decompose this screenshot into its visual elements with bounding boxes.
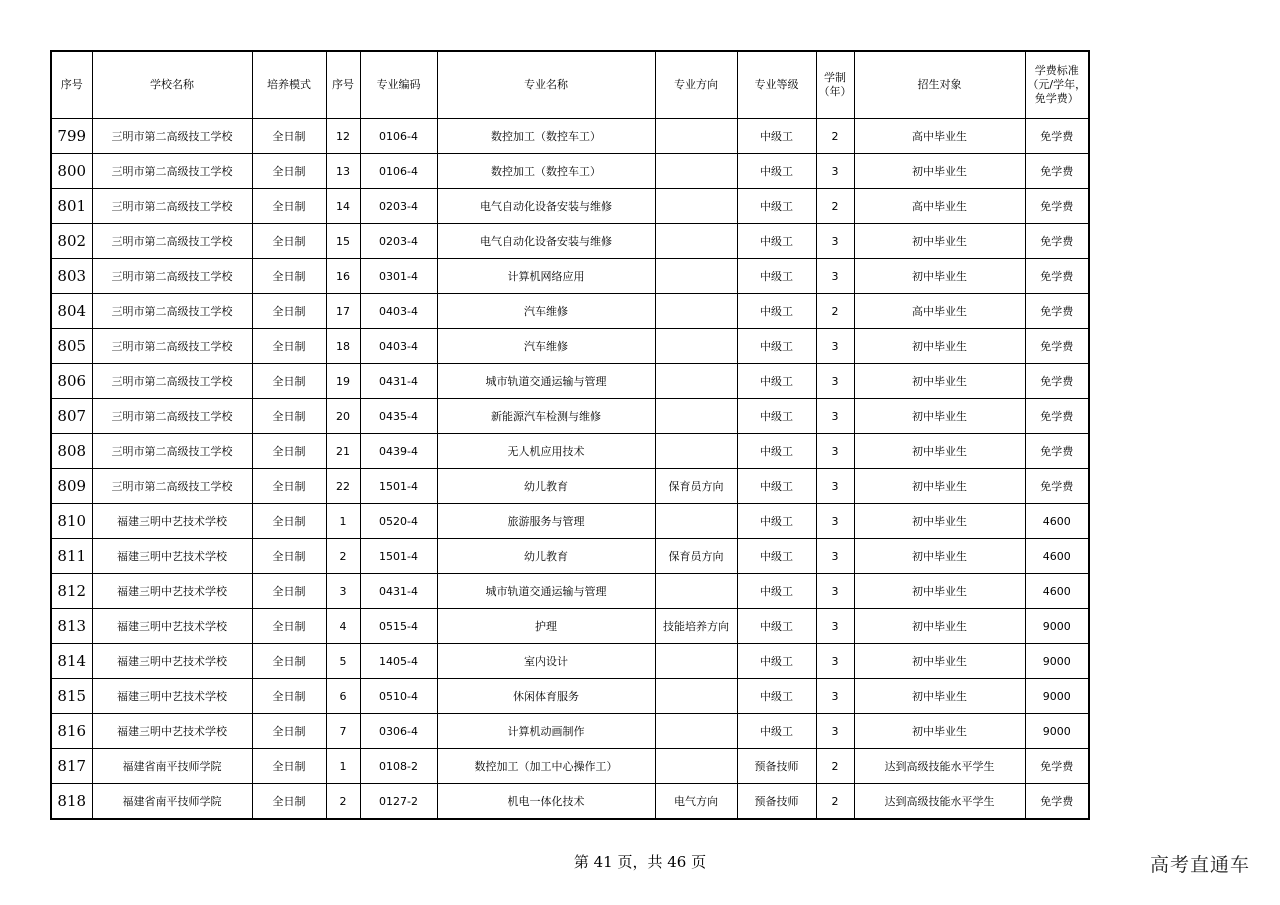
duration-header: 学制（年） xyxy=(816,51,854,119)
tuition-cell: 免学费 xyxy=(1025,294,1089,329)
target-cell: 高中毕业生 xyxy=(854,294,1025,329)
major-level-cell: 中级工 xyxy=(737,399,816,434)
seq-cell: 818 xyxy=(51,784,92,820)
major-level-cell: 中级工 xyxy=(737,539,816,574)
major-level-cell: 中级工 xyxy=(737,329,816,364)
tuition-header: 学费标准（元/学年，免学费） xyxy=(1025,51,1089,119)
major-direction-cell xyxy=(655,294,737,329)
major-direction-cell xyxy=(655,259,737,294)
seq-cell: 814 xyxy=(51,644,92,679)
training-mode-cell: 全日制 xyxy=(252,399,326,434)
sub-seq-cell: 12 xyxy=(326,119,360,154)
training-mode-cell: 全日制 xyxy=(252,644,326,679)
target-cell: 达到高级技能水平学生 xyxy=(854,749,1025,784)
school-name-cell: 三明市第二高级技工学校 xyxy=(92,469,252,504)
duration-cell: 3 xyxy=(816,259,854,294)
major-code-cell: 0106-4 xyxy=(360,119,437,154)
sub-seq-cell: 16 xyxy=(326,259,360,294)
school-name-cell: 福建三明中艺技术学校 xyxy=(92,539,252,574)
major-direction-cell: 电气方向 xyxy=(655,784,737,820)
tuition-cell: 免学费 xyxy=(1025,224,1089,259)
table-row xyxy=(51,504,1089,539)
table-row xyxy=(51,329,1089,364)
duration-cell: 2 xyxy=(816,189,854,224)
target-cell: 初中毕业生 xyxy=(854,714,1025,749)
target-cell: 初中毕业生 xyxy=(854,259,1025,294)
major-direction-cell xyxy=(655,119,737,154)
major-name-cell: 电气自动化设备安装与维修 xyxy=(437,189,655,224)
school-name-cell: 福建三明中艺技术学校 xyxy=(92,574,252,609)
training-mode-cell: 全日制 xyxy=(252,539,326,574)
major-level-cell: 中级工 xyxy=(737,364,816,399)
tuition-cell: 免学费 xyxy=(1025,154,1089,189)
sub-seq-cell: 19 xyxy=(326,364,360,399)
sub-seq-cell: 2 xyxy=(326,784,360,820)
major-name-cell: 数控加工（加工中心操作工） xyxy=(437,749,655,784)
major-direction-cell xyxy=(655,749,737,784)
duration-cell: 3 xyxy=(816,224,854,259)
training-mode-cell: 全日制 xyxy=(252,714,326,749)
enrollment-table xyxy=(50,50,1090,820)
sub-seq-cell: 3 xyxy=(326,574,360,609)
sub-seq-cell: 5 xyxy=(326,644,360,679)
training-mode-cell: 全日制 xyxy=(252,784,326,820)
tuition-cell: 9000 xyxy=(1025,714,1089,749)
tuition-cell: 免学费 xyxy=(1025,784,1089,820)
training-mode-cell: 全日制 xyxy=(252,154,326,189)
sub-seq-cell: 14 xyxy=(326,189,360,224)
duration-cell: 2 xyxy=(816,749,854,784)
tuition-cell: 免学费 xyxy=(1025,364,1089,399)
table-row xyxy=(51,294,1089,329)
major-code-cell: 0127-2 xyxy=(360,784,437,820)
target-cell: 高中毕业生 xyxy=(854,119,1025,154)
major-code-cell: 0106-4 xyxy=(360,154,437,189)
major-direction-cell xyxy=(655,714,737,749)
target-cell: 初中毕业生 xyxy=(854,469,1025,504)
sub-seq-cell: 15 xyxy=(326,224,360,259)
major-level-cell: 中级工 xyxy=(737,294,816,329)
major-code-cell: 0515-4 xyxy=(360,609,437,644)
school-name-cell: 三明市第二高级技工学校 xyxy=(92,119,252,154)
major-code-cell: 0301-4 xyxy=(360,259,437,294)
training-mode-cell: 全日制 xyxy=(252,189,326,224)
school-name-cell: 福建三明中艺技术学校 xyxy=(92,679,252,714)
major-direction-cell xyxy=(655,574,737,609)
seq-cell: 813 xyxy=(51,609,92,644)
seq-cell: 799 xyxy=(51,119,92,154)
major-direction-cell: 保育员方向 xyxy=(655,469,737,504)
tuition-cell: 免学费 xyxy=(1025,119,1089,154)
sub-seq-cell: 13 xyxy=(326,154,360,189)
sub-seq-cell: 6 xyxy=(326,679,360,714)
major-level-cell: 中级工 xyxy=(737,574,816,609)
tuition-cell: 9000 xyxy=(1025,609,1089,644)
duration-cell: 3 xyxy=(816,644,854,679)
major-name-cell: 数控加工（数控车工） xyxy=(437,119,655,154)
tuition-cell: 免学费 xyxy=(1025,749,1089,784)
major-level-header: 专业等级 xyxy=(737,51,816,119)
major-direction-cell xyxy=(655,434,737,469)
major-name-cell: 护理 xyxy=(437,609,655,644)
tuition-cell: 免学费 xyxy=(1025,469,1089,504)
major-name-cell: 机电一体化技术 xyxy=(437,784,655,820)
major-code-cell: 0520-4 xyxy=(360,504,437,539)
table-header xyxy=(51,51,1089,119)
table-row xyxy=(51,119,1089,154)
major-level-cell: 中级工 xyxy=(737,259,816,294)
major-name-header: 专业名称 xyxy=(437,51,655,119)
school-name-cell: 福建三明中艺技术学校 xyxy=(92,644,252,679)
school-name-cell: 三明市第二高级技工学校 xyxy=(92,329,252,364)
sub-seq-cell: 1 xyxy=(326,749,360,784)
table-row xyxy=(51,259,1089,294)
table-row xyxy=(51,714,1089,749)
page-footer: 第 41 页，共 46 页 xyxy=(573,853,707,871)
training-mode-cell: 全日制 xyxy=(252,504,326,539)
major-name-cell: 计算机网络应用 xyxy=(437,259,655,294)
tuition-cell: 免学费 xyxy=(1025,399,1089,434)
training-mode-header: 培养模式 xyxy=(252,51,326,119)
tuition-cell: 免学费 xyxy=(1025,189,1089,224)
major-level-cell: 中级工 xyxy=(737,504,816,539)
school-name-cell: 三明市第二高级技工学校 xyxy=(92,434,252,469)
school-name-cell: 福建省南平技师学院 xyxy=(92,749,252,784)
training-mode-cell: 全日制 xyxy=(252,679,326,714)
major-level-cell: 中级工 xyxy=(737,469,816,504)
table-row xyxy=(51,539,1089,574)
major-level-cell: 中级工 xyxy=(737,434,816,469)
table-row xyxy=(51,609,1089,644)
target-cell: 初中毕业生 xyxy=(854,609,1025,644)
major-name-cell: 计算机动画制作 xyxy=(437,714,655,749)
tuition-cell: 免学费 xyxy=(1025,434,1089,469)
duration-cell: 2 xyxy=(816,294,854,329)
training-mode-cell: 全日制 xyxy=(252,434,326,469)
duration-cell: 3 xyxy=(816,679,854,714)
major-direction-header: 专业方向 xyxy=(655,51,737,119)
major-direction-cell xyxy=(655,224,737,259)
training-mode-cell: 全日制 xyxy=(252,224,326,259)
sub-seq-cell: 7 xyxy=(326,714,360,749)
major-code-cell: 0108-2 xyxy=(360,749,437,784)
target-cell: 初中毕业生 xyxy=(854,504,1025,539)
table-row xyxy=(51,469,1089,504)
duration-cell: 3 xyxy=(816,434,854,469)
major-name-cell: 汽车维修 xyxy=(437,329,655,364)
school-name-cell: 福建三明中艺技术学校 xyxy=(92,714,252,749)
tuition-cell: 免学费 xyxy=(1025,259,1089,294)
major-level-cell: 中级工 xyxy=(737,189,816,224)
major-code-cell: 0403-4 xyxy=(360,294,437,329)
tuition-cell: 4600 xyxy=(1025,574,1089,609)
tuition-cell: 免学费 xyxy=(1025,329,1089,364)
duration-cell: 2 xyxy=(816,784,854,820)
duration-cell: 3 xyxy=(816,329,854,364)
school-name-cell: 三明市第二高级技工学校 xyxy=(92,259,252,294)
seq-cell: 812 xyxy=(51,574,92,609)
sub-seq-cell: 21 xyxy=(326,434,360,469)
table-row xyxy=(51,644,1089,679)
duration-cell: 3 xyxy=(816,539,854,574)
table-row xyxy=(51,364,1089,399)
target-cell: 初中毕业生 xyxy=(854,154,1025,189)
training-mode-cell: 全日制 xyxy=(252,119,326,154)
seq-cell: 801 xyxy=(51,189,92,224)
major-direction-cell: 保育员方向 xyxy=(655,539,737,574)
training-mode-cell: 全日制 xyxy=(252,329,326,364)
major-direction-cell xyxy=(655,679,737,714)
major-name-cell: 幼儿教育 xyxy=(437,539,655,574)
seq-cell: 808 xyxy=(51,434,92,469)
major-code-cell: 0439-4 xyxy=(360,434,437,469)
target-header: 招生对象 xyxy=(854,51,1025,119)
major-level-cell: 中级工 xyxy=(737,609,816,644)
table-row xyxy=(51,784,1089,820)
table-row xyxy=(51,189,1089,224)
duration-cell: 2 xyxy=(816,119,854,154)
major-code-cell: 0435-4 xyxy=(360,399,437,434)
training-mode-cell: 全日制 xyxy=(252,259,326,294)
major-code-cell: 0431-4 xyxy=(360,574,437,609)
major-name-cell: 汽车维修 xyxy=(437,294,655,329)
duration-cell: 3 xyxy=(816,714,854,749)
major-name-cell: 电气自动化设备安装与维修 xyxy=(437,224,655,259)
watermark: 高考直通车 xyxy=(1149,854,1250,876)
seq-cell: 806 xyxy=(51,364,92,399)
table-row xyxy=(51,399,1089,434)
major-name-cell: 新能源汽车检测与维修 xyxy=(437,399,655,434)
table-row xyxy=(51,679,1089,714)
training-mode-cell: 全日制 xyxy=(252,574,326,609)
training-mode-cell: 全日制 xyxy=(252,749,326,784)
seq-cell: 804 xyxy=(51,294,92,329)
tuition-cell: 4600 xyxy=(1025,539,1089,574)
school-name-cell: 三明市第二高级技工学校 xyxy=(92,364,252,399)
table-row xyxy=(51,434,1089,469)
table-row xyxy=(51,224,1089,259)
sub-seq-cell: 2 xyxy=(326,539,360,574)
seq-header: 序号 xyxy=(51,51,92,119)
major-name-cell: 室内设计 xyxy=(437,644,655,679)
major-name-cell: 城市轨道交通运输与管理 xyxy=(437,574,655,609)
target-cell: 初中毕业生 xyxy=(854,329,1025,364)
tuition-cell: 9000 xyxy=(1025,679,1089,714)
major-code-cell: 1501-4 xyxy=(360,469,437,504)
major-direction-cell xyxy=(655,504,737,539)
duration-cell: 3 xyxy=(816,154,854,189)
major-name-cell: 休闲体育服务 xyxy=(437,679,655,714)
major-code-cell: 0431-4 xyxy=(360,364,437,399)
school-name-cell: 福建三明中艺技术学校 xyxy=(92,609,252,644)
school-name-cell: 三明市第二高级技工学校 xyxy=(92,224,252,259)
major-code-cell: 0306-4 xyxy=(360,714,437,749)
seq-cell: 811 xyxy=(51,539,92,574)
major-level-cell: 中级工 xyxy=(737,679,816,714)
major-name-cell: 数控加工（数控车工） xyxy=(437,154,655,189)
major-level-cell: 中级工 xyxy=(737,154,816,189)
major-name-cell: 城市轨道交通运输与管理 xyxy=(437,364,655,399)
school-name-cell: 三明市第二高级技工学校 xyxy=(92,154,252,189)
major-direction-cell xyxy=(655,644,737,679)
sub-seq-cell: 22 xyxy=(326,469,360,504)
duration-cell: 3 xyxy=(816,364,854,399)
target-cell: 高中毕业生 xyxy=(854,189,1025,224)
major-code-cell: 1501-4 xyxy=(360,539,437,574)
table-row xyxy=(51,749,1089,784)
major-level-cell: 预备技师 xyxy=(737,749,816,784)
header-row xyxy=(51,51,1089,119)
sub-seq-cell: 17 xyxy=(326,294,360,329)
duration-cell: 3 xyxy=(816,399,854,434)
sub-seq-header: 序号 xyxy=(326,51,360,119)
table-body xyxy=(51,119,1089,820)
school-name-cell: 福建省南平技师学院 xyxy=(92,784,252,820)
target-cell: 初中毕业生 xyxy=(854,679,1025,714)
target-cell: 初中毕业生 xyxy=(854,574,1025,609)
training-mode-cell: 全日制 xyxy=(252,364,326,399)
target-cell: 初中毕业生 xyxy=(854,364,1025,399)
seq-cell: 817 xyxy=(51,749,92,784)
major-level-cell: 预备技师 xyxy=(737,784,816,820)
tuition-cell: 4600 xyxy=(1025,504,1089,539)
major-code-cell: 0203-4 xyxy=(360,189,437,224)
major-direction-cell: 技能培养方向 xyxy=(655,609,737,644)
major-name-cell: 旅游服务与管理 xyxy=(437,504,655,539)
major-level-cell: 中级工 xyxy=(737,644,816,679)
major-direction-cell xyxy=(655,364,737,399)
major-code-cell: 1405-4 xyxy=(360,644,437,679)
table-row xyxy=(51,154,1089,189)
duration-cell: 3 xyxy=(816,609,854,644)
seq-cell: 815 xyxy=(51,679,92,714)
duration-cell: 3 xyxy=(816,574,854,609)
duration-cell: 3 xyxy=(816,469,854,504)
major-name-cell: 幼儿教育 xyxy=(437,469,655,504)
sub-seq-cell: 18 xyxy=(326,329,360,364)
major-code-cell: 0403-4 xyxy=(360,329,437,364)
target-cell: 初中毕业生 xyxy=(854,539,1025,574)
seq-cell: 809 xyxy=(51,469,92,504)
school-name-cell: 三明市第二高级技工学校 xyxy=(92,399,252,434)
major-code-header: 专业编码 xyxy=(360,51,437,119)
target-cell: 初中毕业生 xyxy=(854,644,1025,679)
major-direction-cell xyxy=(655,399,737,434)
major-direction-cell xyxy=(655,329,737,364)
major-code-cell: 0203-4 xyxy=(360,224,437,259)
sub-seq-cell: 20 xyxy=(326,399,360,434)
target-cell: 初中毕业生 xyxy=(854,224,1025,259)
major-level-cell: 中级工 xyxy=(737,119,816,154)
training-mode-cell: 全日制 xyxy=(252,609,326,644)
target-cell: 初中毕业生 xyxy=(854,399,1025,434)
major-level-cell: 中级工 xyxy=(737,714,816,749)
sub-seq-cell: 1 xyxy=(326,504,360,539)
seq-cell: 816 xyxy=(51,714,92,749)
school-name-cell: 三明市第二高级技工学校 xyxy=(92,189,252,224)
major-code-cell: 0510-4 xyxy=(360,679,437,714)
major-direction-cell xyxy=(655,154,737,189)
seq-cell: 800 xyxy=(51,154,92,189)
duration-cell: 3 xyxy=(816,504,854,539)
major-level-cell: 中级工 xyxy=(737,224,816,259)
seq-cell: 805 xyxy=(51,329,92,364)
school-name-cell: 三明市第二高级技工学校 xyxy=(92,294,252,329)
school-name-header: 学校名称 xyxy=(92,51,252,119)
tuition-cell: 9000 xyxy=(1025,644,1089,679)
seq-cell: 802 xyxy=(51,224,92,259)
seq-cell: 803 xyxy=(51,259,92,294)
major-name-cell: 无人机应用技术 xyxy=(437,434,655,469)
seq-cell: 807 xyxy=(51,399,92,434)
training-mode-cell: 全日制 xyxy=(252,469,326,504)
sub-seq-cell: 4 xyxy=(326,609,360,644)
target-cell: 达到高级技能水平学生 xyxy=(854,784,1025,820)
school-name-cell: 福建三明中艺技术学校 xyxy=(92,504,252,539)
seq-cell: 810 xyxy=(51,504,92,539)
table-row xyxy=(51,574,1089,609)
target-cell: 初中毕业生 xyxy=(854,434,1025,469)
training-mode-cell: 全日制 xyxy=(252,294,326,329)
major-direction-cell xyxy=(655,189,737,224)
